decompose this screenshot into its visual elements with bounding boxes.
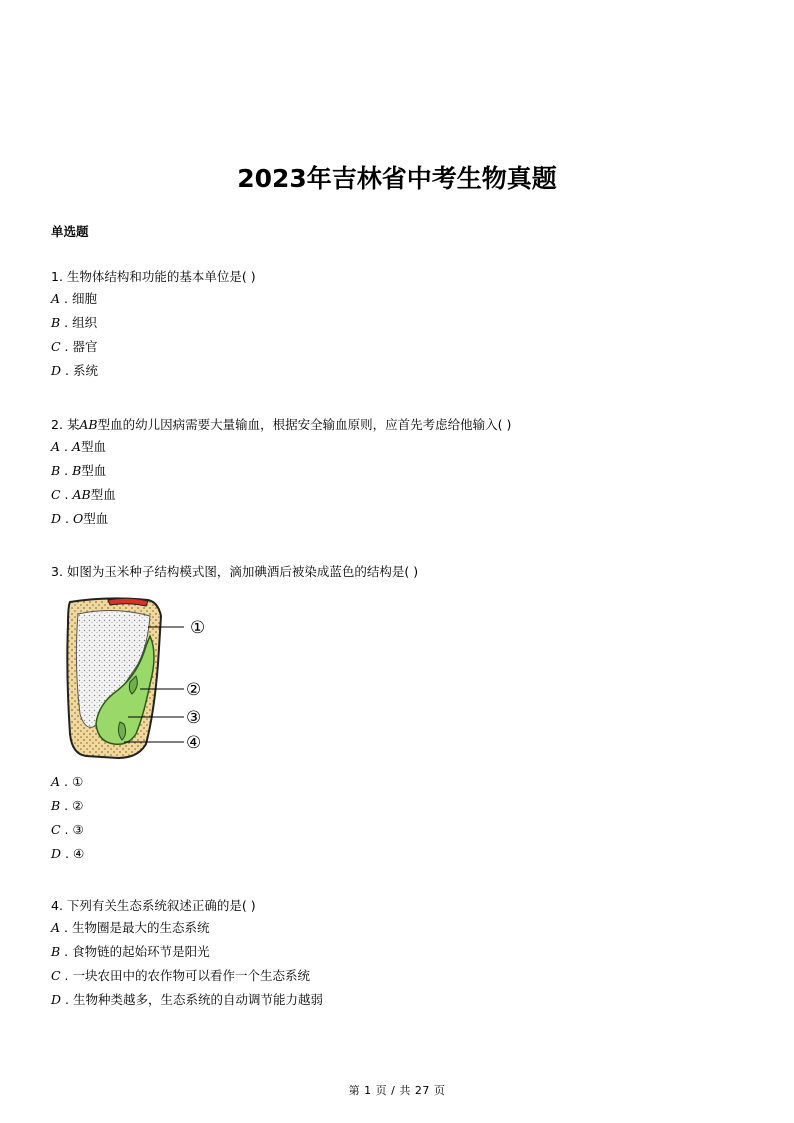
- option-d: D . 系统: [51, 363, 98, 378]
- option-b: B . 组织: [51, 315, 98, 330]
- question-stem: 4. 下列有关生态系统叙述正确的是( ): [51, 898, 256, 913]
- corn-seed-diagram: [58, 594, 218, 764]
- question-1: [51, 267, 256, 383]
- label-1: ①: [190, 618, 206, 638]
- question-stem: 2. 某AB型血的幼儿因病需要大量输血，根据安全输血原则，应首先考虑给他输入( ): [51, 417, 512, 432]
- page-title: 2023年吉林省中考生物真题: [237, 164, 557, 193]
- option-b: B . ②: [51, 798, 84, 813]
- option-d: D . ④: [51, 846, 85, 861]
- question-stem: 3. 如图为玉米种子结构模式图，滴加碘酒后被染成蓝色的结构是( ): [51, 564, 419, 579]
- option-a: A . A型血: [51, 439, 106, 454]
- option-a: A . 细胞: [51, 291, 97, 306]
- page-footer: 第 1 页 / 共 27 页: [348, 1084, 446, 1097]
- question-stem: 1. 生物体结构和功能的基本单位是( ): [51, 269, 256, 284]
- label-3: ③: [186, 708, 202, 728]
- option-a: A . ①: [51, 774, 84, 789]
- option-c: C . ③: [51, 822, 84, 837]
- question-2: [51, 415, 511, 531]
- question-3: [51, 562, 418, 582]
- label-2: ②: [186, 680, 202, 700]
- option-c: C . 器官: [51, 339, 98, 354]
- label-4: ④: [186, 733, 202, 753]
- option-b: B . 食物链的起始环节是阳光: [51, 944, 210, 959]
- option-d: D . O型血: [51, 511, 109, 526]
- question-3-options: [51, 770, 84, 866]
- question-4: [51, 896, 323, 1012]
- option-b: B . B型血: [51, 463, 107, 478]
- section-heading: 单选题: [51, 224, 89, 239]
- option-a: A . 生物圈是最大的生态系统: [51, 920, 210, 935]
- option-c: C . 一块农田中的农作物可以看作一个生态系统: [51, 968, 311, 983]
- option-d: D . 生物种类越多，生态系统的自动调节能力越弱: [51, 992, 323, 1007]
- option-c: C . AB型血: [51, 487, 116, 502]
